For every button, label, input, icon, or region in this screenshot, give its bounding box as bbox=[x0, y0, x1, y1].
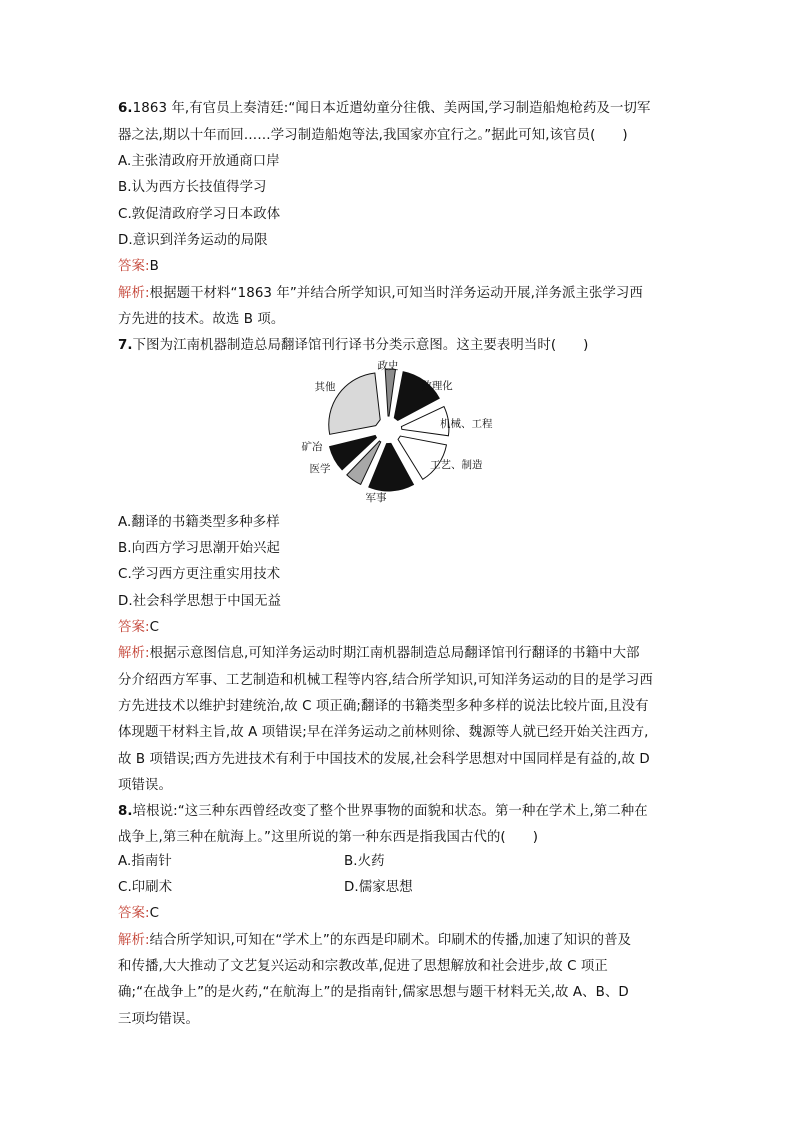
pie-label-1: 政史 bbox=[377, 360, 399, 372]
q7-answer bbox=[118, 619, 159, 637]
q6-option-a: A.主张清政府开放通商口岸 bbox=[118, 154, 280, 169]
q8-analysis-label: 解析: bbox=[118, 933, 150, 948]
q7-analysis-line5: 故 B 项错误;西方先进技术有利于中国技术的发展,社会科学思想对中国同样是有益的,故 D bbox=[118, 752, 650, 767]
q8-answer-label: 答案: bbox=[118, 906, 150, 921]
q7-option-d: D.社会科学思想于中国无益 bbox=[118, 594, 282, 609]
q8-analysis-line4: 三项均错误。 bbox=[118, 1012, 199, 1027]
q8-analysis-line1 bbox=[118, 932, 631, 950]
q6-stem-line2: 器之法,期以十年而回……学习制造船炮等法,我国家亦宜行之。”据此可知,该官员( ) bbox=[118, 128, 628, 143]
pie-label-2: 数理化 bbox=[421, 380, 453, 392]
q8-option-b: B.火药 bbox=[344, 854, 385, 869]
q8-answer-value: C bbox=[149, 906, 160, 921]
q8-number: 8. bbox=[118, 804, 133, 819]
q6-answer-label: 答案: bbox=[118, 259, 150, 274]
q7-answer-label: 答案: bbox=[118, 620, 150, 635]
q6-option-d: D.意识到洋务运动的局限 bbox=[118, 233, 268, 248]
q6-analysis-text1: 根据题干材料“1863 年”并结合所学知识,可知当时洋务运动开展,洋务派主张学习西 bbox=[149, 286, 643, 301]
q8-option-a: A.指南针 bbox=[118, 854, 172, 869]
q8-stem-text1: 培根说:“这三种东西曾经改变了整个世界事物的面貌和状态。第一种在学术上,第二种在 bbox=[132, 804, 648, 819]
q7-stem bbox=[118, 337, 588, 355]
q7-answer-value: C bbox=[149, 620, 160, 635]
q6-option-c: C.敦促清政府学习日本政体 bbox=[118, 207, 281, 222]
q8-answer bbox=[118, 905, 159, 923]
pie-slice-1 bbox=[385, 369, 395, 416]
q7-analysis-line2: 分介绍西方军事、工艺制造和机械工程等内容,结合所学知识,可知洋务运动的目的是学习西 bbox=[118, 673, 653, 688]
q8-analysis-line2: 和传播,大大推动了文艺复兴运动和宗教改革,促进了思想解放和社会进步,故 C 项正 bbox=[118, 959, 608, 974]
q7-analysis-line3: 方先进技术以维护封建统治,故 C 项正确;翻译的书籍类型多种多样的说法比较片面,且没有 bbox=[118, 699, 649, 714]
q8-analysis-line3: 确;“在战争上”的是火药,“在航海上”的是指南针,儒家思想与题干材料无关,故 A、B、D bbox=[118, 985, 629, 1000]
q6-analysis-label: 解析: bbox=[118, 286, 150, 301]
q6-answer bbox=[118, 258, 159, 276]
q7-analysis-line6: 项错误。 bbox=[118, 778, 172, 793]
q7-option-b: B.向西方学习思潮开始兴起 bbox=[118, 541, 281, 556]
q7-option-a: A.翻译的书籍类型多种多样 bbox=[118, 515, 280, 530]
pie-label-4: 工艺、制造 bbox=[430, 459, 483, 471]
q6-answer-value: B bbox=[149, 259, 159, 274]
pie-label-8: 其他 bbox=[314, 381, 336, 393]
q6-analysis-line2: 方先进的技术。故选 B 项。 bbox=[118, 312, 285, 327]
q8-option-c: C.印刷术 bbox=[118, 880, 173, 895]
q6-number: 6. bbox=[118, 101, 133, 116]
q7-analysis-text1: 根据示意图信息,可知洋务运动时期江南机器制造总局翻译馆刊行翻译的书籍中大部 bbox=[149, 646, 640, 661]
q8-analysis-text1: 结合所学知识,可知在“学术上”的东西是印刷术。印刷术的传播,加速了知识的普及 bbox=[149, 933, 632, 948]
q6-analysis-line1 bbox=[118, 285, 643, 303]
q8-option-d: D.儒家思想 bbox=[344, 880, 413, 895]
q7-stem-text: 下图为江南机器制造总局翻译馆刊行译书分类示意图。这主要表明当时( ) bbox=[132, 338, 589, 353]
q8-stem-line2: 战争上,第三种在航海上。”这里所说的第一种东西是指我国古代的( ) bbox=[118, 830, 539, 845]
q7-analysis-line4: 体现题干材料主旨,故 A 项错误;早在洋务运动之前林则徐、魏源等人就已经开始关注西方, bbox=[118, 725, 649, 740]
q6-option-b: B.认为西方长技值得学习 bbox=[118, 180, 267, 195]
translation-category-pie-chart bbox=[290, 358, 520, 508]
q8-stem-line1 bbox=[118, 803, 648, 821]
pie-label-5: 军事 bbox=[365, 492, 387, 504]
q6-stem-text1: 1863 年,有官员上奏清廷:“闻日本近遣幼童分往俄、美两国,学习制造船炮枪药及一切军 bbox=[132, 101, 651, 116]
pie-label-3: 机械、工程 bbox=[440, 418, 493, 430]
q7-analysis-label: 解析: bbox=[118, 646, 150, 661]
pie-slice-8 bbox=[329, 373, 380, 434]
q7-analysis-line1 bbox=[118, 645, 640, 663]
q8-options-row1 bbox=[118, 853, 385, 871]
pie-label-6: 医学 bbox=[309, 463, 331, 475]
pie-label-7: 矿冶 bbox=[301, 441, 323, 453]
q7-number: 7. bbox=[118, 338, 133, 353]
q7-option-c: C.学习西方更注重实用技术 bbox=[118, 567, 281, 582]
q8-options-row2 bbox=[118, 879, 413, 897]
q6-stem-line1 bbox=[118, 100, 650, 118]
